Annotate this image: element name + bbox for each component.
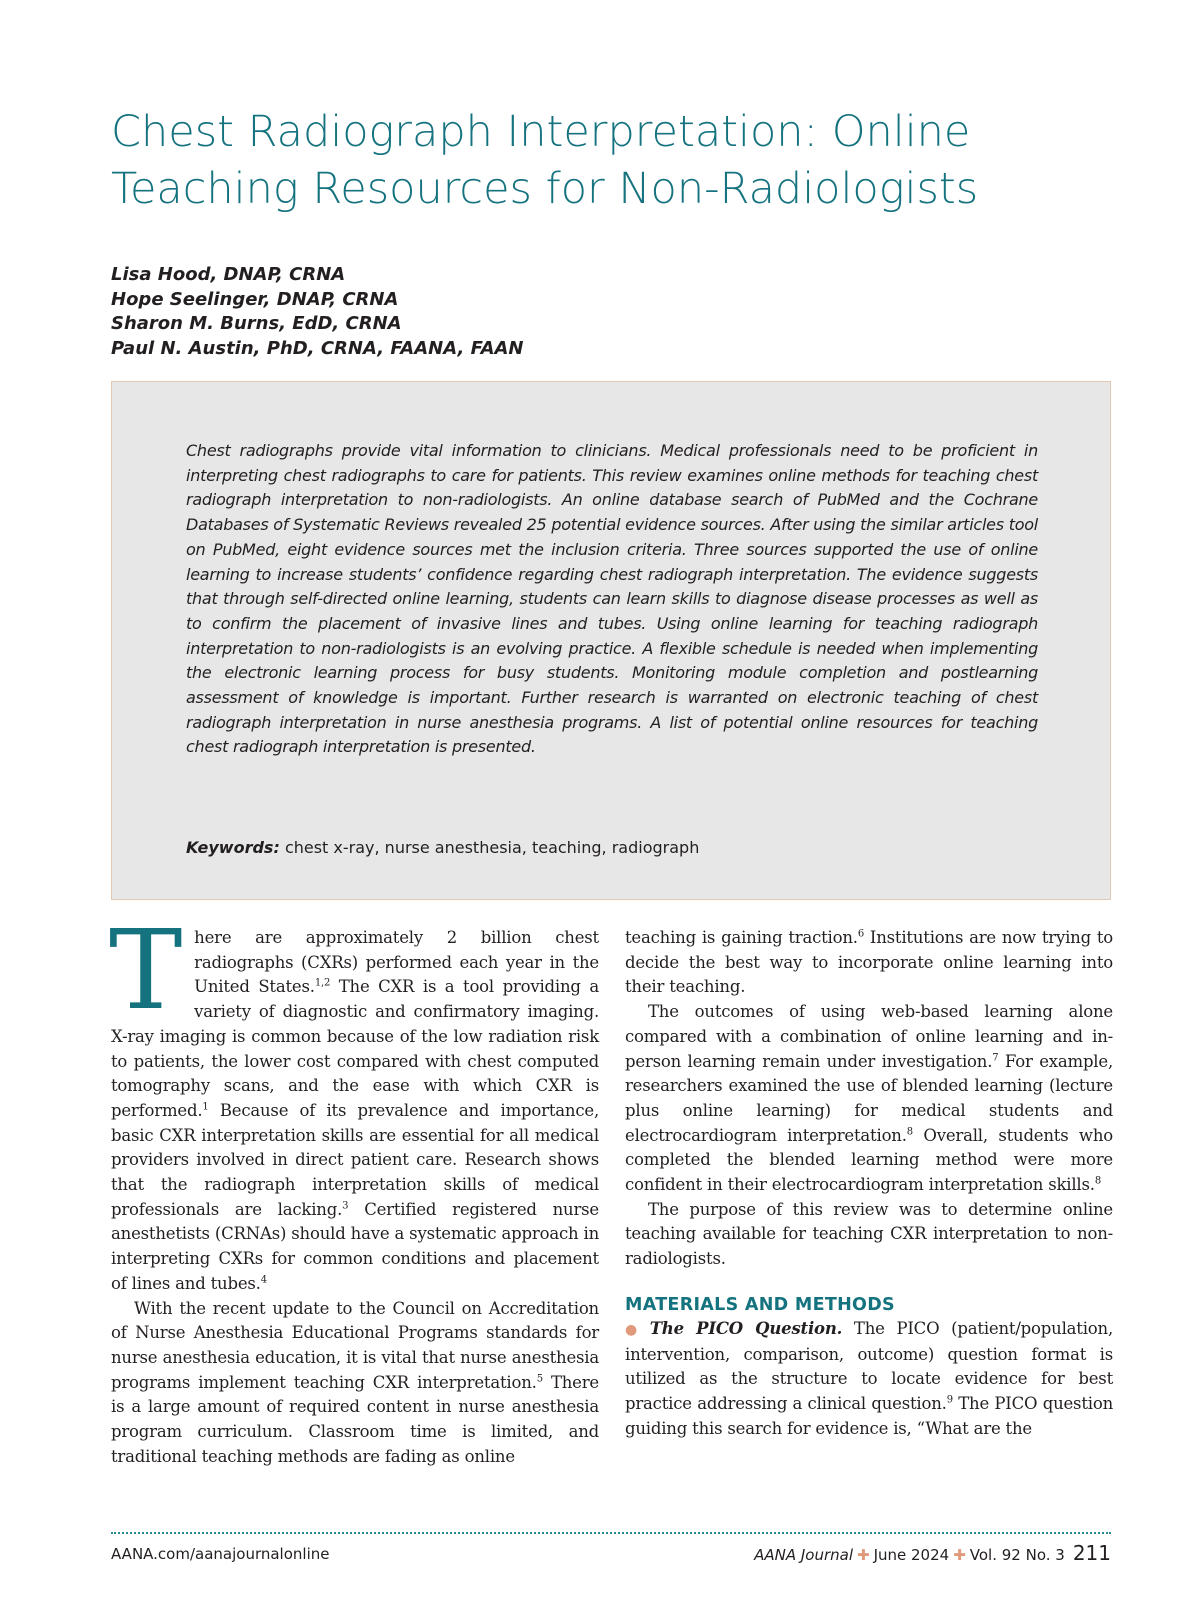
article-title-line-2: Teaching Resources for Non-Radiologists (111, 164, 979, 214)
author-name: Hope Seelinger, DNAP, CRNA (111, 288, 399, 310)
article-title-line-1: Chest Radiograph Interpretation: Online (111, 107, 971, 157)
body-column-left (109, 906, 599, 1469)
author-list (111, 263, 811, 361)
page-number: 211 (1072, 1541, 1111, 1565)
author-name: Paul N. Austin, PhD, CRNA, FAANA, FAAN (111, 337, 524, 359)
volume-number: Vol. 92 No. 3 (969, 1546, 1065, 1564)
body-paragraph: teaching is gaining traction.$^6$ Institutions are now trying to decide the best way to incorporate online learning into their teaching. (625, 928, 1113, 997)
body-paragraph: With the recent update to the Council on Accreditation of Nurse Anesthesia Educational Programs standards for nurse anesthesia education, it is vital that nurse anesthesia programs implement teaching CXR interpretation.$^5$ There is a large amount of required content in nurse anesthesia program curriculum. Classroom time is limited, and traditional teaching methods are fading as online (111, 1298, 599, 1466)
author-name: Lisa Hood, DNAP, CRNA (111, 264, 346, 285)
body-column-right (625, 926, 1113, 1441)
body-paragraph: ● The PICO Question. The PICO (patient/population, intervention, comparison, outcome) question format is utilized as the structure to locate evidence for best practice addressing a clinical question.$^9$ The PICO question guiding this search for evidence is, “What are the (625, 1318, 1113, 1438)
article-title (111, 104, 1111, 218)
citation: 7 (992, 1052, 999, 1064)
keywords-label: Keywords: (186, 838, 280, 857)
plus-icon: ✚ (857, 1546, 870, 1564)
plus-icon: ✚ (953, 1546, 966, 1564)
author-name: Sharon M. Burns, EdD, CRNA (111, 313, 402, 334)
run-in-heading: The PICO Question. (649, 1318, 843, 1338)
body-paragraph: The purpose of this review was to determine online teaching available for teaching CXR interpretation to non-radiologists. (625, 1199, 1113, 1269)
footer-citation (754, 1541, 1111, 1565)
abstract-text: Chest radiographs provide vital information to clinicians. Medical professionals need to be proficient in interpreting chest radiographs to care for patients. This review examines online methods for teaching chest radiograph interpretation to non-radiologists. An online database search of PubMed and the Cochrane Databases of Systematic Reviews revealed 25 potential evidence sources. After using the similar articles tool on PubMed, eight evidence sources met the inclusion criteria. Three sources supported the use of online learning to increase students’ confidence regarding chest radiograph interpretation. The evidence suggests that through self-directed online learning, students can learn skills to diagnose disease processes as well as to confirm the placement of invasive lines and tubes. Using online learning for teaching radiograph interpretation to non-radiologists is an evolving practice. A flexible schedule is needed when implementing the electronic learning process for busy students. Monitoring module completion and postlearning assessment of knowledge is important. Further research is warranted on electronic teaching of chest radiograph interpretation in nurse anesthesia programs. A list of potential online resources for teaching chest radiograph interpretation is presented. (186, 441, 1038, 757)
citation: 1 (202, 1101, 209, 1113)
body-paragraph: There are approximately 2 billion chest radiographs (CXRs) performed each year in the United States.$^{1,2}$ The CXR is a tool providing a variety of diagnostic and confirmatory imaging. X-ray imaging is common because of the low radiation risk to patients, the lower cost compared with chest computed tomography scans, and the ease with which CXR is performed.$^1$ Because of its prevalence and importance, basic CXR interpretation skills are essential for all medical providers involved in direct patient care. Research shows that the radiograph interpretation skills of medical professionals are lacking.$^3$ Certified registered nurse anesthetists (CRNAs) should have a systematic approach in interpreting CXRs for common conditions and placement of lines and tubes.$^4$ (109, 906, 599, 1293)
drop-cap: T (109, 906, 183, 1034)
citation: 9 (946, 1394, 953, 1406)
citation: 4 (260, 1274, 267, 1286)
issue-date: June 2024 (873, 1546, 950, 1564)
bullet-icon: ● (625, 1321, 644, 1338)
citation: 1,2 (314, 977, 331, 989)
citation: 8 (906, 1126, 913, 1138)
citation: 5 (536, 1373, 543, 1385)
footer-url: AANA.com/aanajournalonline (111, 1545, 330, 1563)
citation: 3 (342, 1200, 349, 1212)
footer-divider (111, 1532, 1111, 1534)
keywords-list: chest x-ray, nurse anesthesia, teaching, radiograph (284, 838, 700, 857)
citation: 8 (1094, 1175, 1101, 1187)
abstract-box (111, 381, 1111, 900)
section-heading: MATERIALS AND METHODS (625, 1294, 895, 1315)
journal-name: AANA Journal (754, 1546, 853, 1564)
keywords (186, 836, 1038, 860)
citation: 6 (857, 928, 865, 940)
body-paragraph: The outcomes of using web-based learning alone compared with a combination of online learning and in-person learning remain under investigation.$^7$ For example, researchers examined the use of blended learning (lecture plus online learning) for medical students and electrocardiogram interpretation.$^8$ Overall, students who completed the blended learning method were more confident in their electrocardiogram interpretation skills.$^8$ (625, 1002, 1113, 1195)
